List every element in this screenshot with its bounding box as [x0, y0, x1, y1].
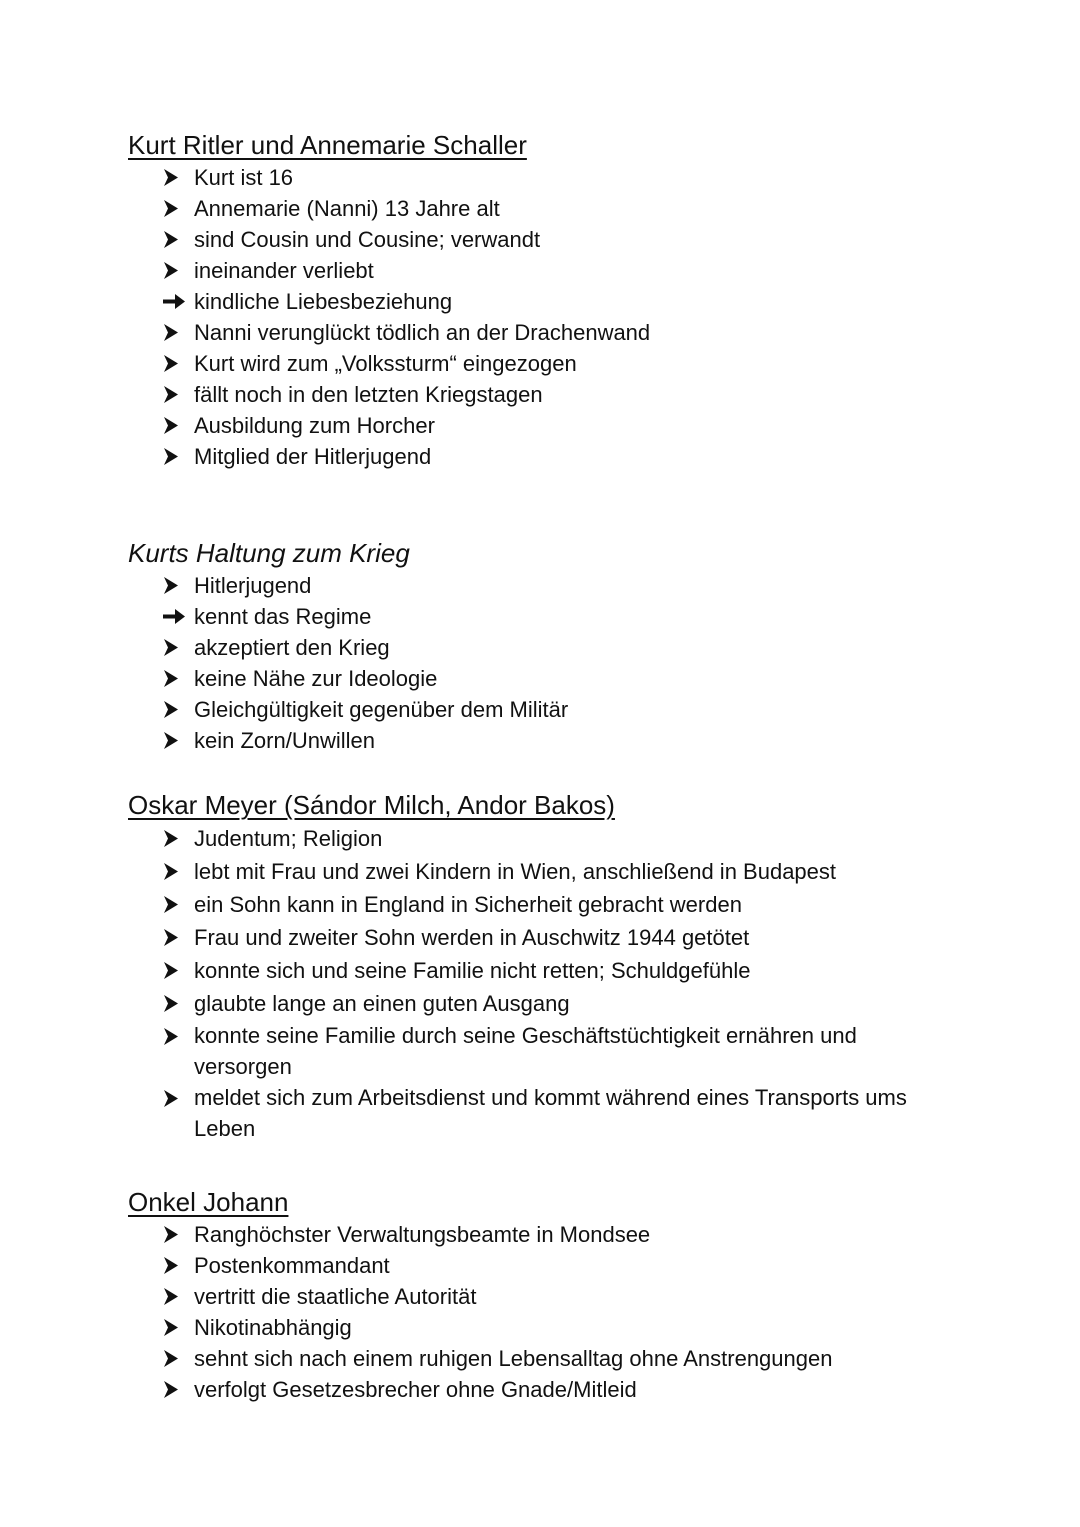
list-item: Nanni verunglückt tödlich an der Drachenwand: [162, 317, 948, 348]
bullet-arrowhead-icon: [162, 987, 186, 1020]
list-item: ineinander verliebt: [162, 255, 948, 286]
bullet-arrowhead-icon: [162, 410, 186, 441]
list-item: Ranghöchster Verwaltungsbeamte in Mondsee: [162, 1219, 948, 1250]
section-heading: Oskar Meyer (Sándor Milch, Andor Bakos): [128, 790, 615, 820]
section-heading: Onkel Johann: [128, 1187, 289, 1217]
bullet-arrowhead-icon: [162, 1374, 186, 1405]
list-item: konnte seine Familie durch seine Geschäftstüchtigkeit ernähren und versorgen: [162, 1020, 948, 1082]
list-item: ein Sohn kann in England in Sicherheit gebracht werden: [162, 888, 948, 921]
bullet-arrowhead-icon: [162, 570, 186, 601]
bullet-arrowhead-icon: [162, 1343, 186, 1374]
bullet-arrowhead-icon: [162, 1312, 186, 1343]
list-item: sehnt sich nach einem ruhigen Lebensalltag ohne Anstrengungen: [162, 1343, 948, 1374]
bullet-arrowhead-icon: [162, 224, 186, 255]
list-item: sind Cousin und Cousine; verwandt: [162, 224, 948, 255]
list-item: konnte sich und seine Familie nicht retten; Schuldgefühle: [162, 954, 948, 987]
bullet-arrowhead-icon: [162, 1219, 186, 1250]
bullet-arrowhead-icon: [162, 193, 186, 224]
bullet-arrowhead-icon: [162, 1020, 186, 1053]
list-item: Postenkommandant: [162, 1250, 948, 1281]
bullet-arrowhead-icon: [162, 694, 186, 725]
bullet-arrowhead-icon: [162, 1250, 186, 1281]
list-item: meldet sich zum Arbeitsdienst und kommt während eines Transports ums Leben: [162, 1082, 948, 1144]
list-item: verfolgt Gesetzesbrecher ohne Gnade/Mitleid: [162, 1374, 948, 1405]
list-item: Nikotinabhängig: [162, 1312, 948, 1343]
list-item: Kurt wird zum „Volkssturm“ eingezogen: [162, 348, 948, 379]
section-heading: Kurts Haltung zum Krieg: [128, 538, 410, 568]
bullet-arrowhead-icon: [162, 921, 186, 954]
bullet-arrowhead-icon: [162, 379, 186, 410]
bullet-arrowhead-icon: [162, 255, 186, 286]
list-item: kein Zorn/Unwillen: [162, 725, 948, 756]
section-kurts-haltung: [128, 538, 948, 756]
section-kurt-annemarie: [128, 130, 948, 472]
bullet-list: [128, 822, 948, 1144]
list-item: akzeptiert den Krieg: [162, 632, 948, 663]
list-item: Gleichgültigkeit gegenüber dem Militär: [162, 694, 948, 725]
right-arrow-icon: [162, 601, 186, 632]
bullet-arrowhead-icon: [162, 317, 186, 348]
right-arrow-icon: [162, 286, 186, 317]
list-item: Hitlerjugend: [162, 570, 948, 601]
bullet-list: [128, 162, 948, 472]
bullet-arrowhead-icon: [162, 441, 186, 472]
bullet-arrowhead-icon: [162, 954, 186, 987]
list-item: keine Nähe zur Ideologie: [162, 663, 948, 694]
bullet-arrowhead-icon: [162, 822, 186, 855]
list-item: Kurt ist 16: [162, 162, 948, 193]
section-oskar-meyer: [128, 790, 948, 1144]
list-item: Ausbildung zum Horcher: [162, 410, 948, 441]
list-item: Annemarie (Nanni) 13 Jahre alt: [162, 193, 948, 224]
list-item: Mitglied der Hitlerjugend: [162, 441, 948, 472]
bullet-arrowhead-icon: [162, 162, 186, 193]
bullet-arrowhead-icon: [162, 1281, 186, 1312]
list-item: kennt das Regime: [162, 601, 948, 632]
bullet-arrowhead-icon: [162, 348, 186, 379]
section-onkel-johann: [128, 1187, 948, 1405]
list-item: lebt mit Frau und zwei Kindern in Wien, anschließend in Budapest: [162, 855, 948, 888]
bullet-arrowhead-icon: [162, 1082, 186, 1115]
list-item: Frau und zweiter Sohn werden in Auschwitz 1944 getötet: [162, 921, 948, 954]
bullet-list: [128, 570, 948, 756]
bullet-arrowhead-icon: [162, 663, 186, 694]
bullet-list: [128, 1219, 948, 1405]
section-heading: Kurt Ritler und Annemarie Schaller: [128, 130, 527, 160]
list-item: vertritt die staatliche Autorität: [162, 1281, 948, 1312]
list-item: kindliche Liebesbeziehung: [162, 286, 948, 317]
list-item: Judentum; Religion: [162, 822, 948, 855]
list-item: fällt noch in den letzten Kriegstagen: [162, 379, 948, 410]
bullet-arrowhead-icon: [162, 725, 186, 756]
bullet-arrowhead-icon: [162, 855, 186, 888]
list-item: glaubte lange an einen guten Ausgang: [162, 987, 948, 1020]
bullet-arrowhead-icon: [162, 632, 186, 663]
bullet-arrowhead-icon: [162, 888, 186, 921]
